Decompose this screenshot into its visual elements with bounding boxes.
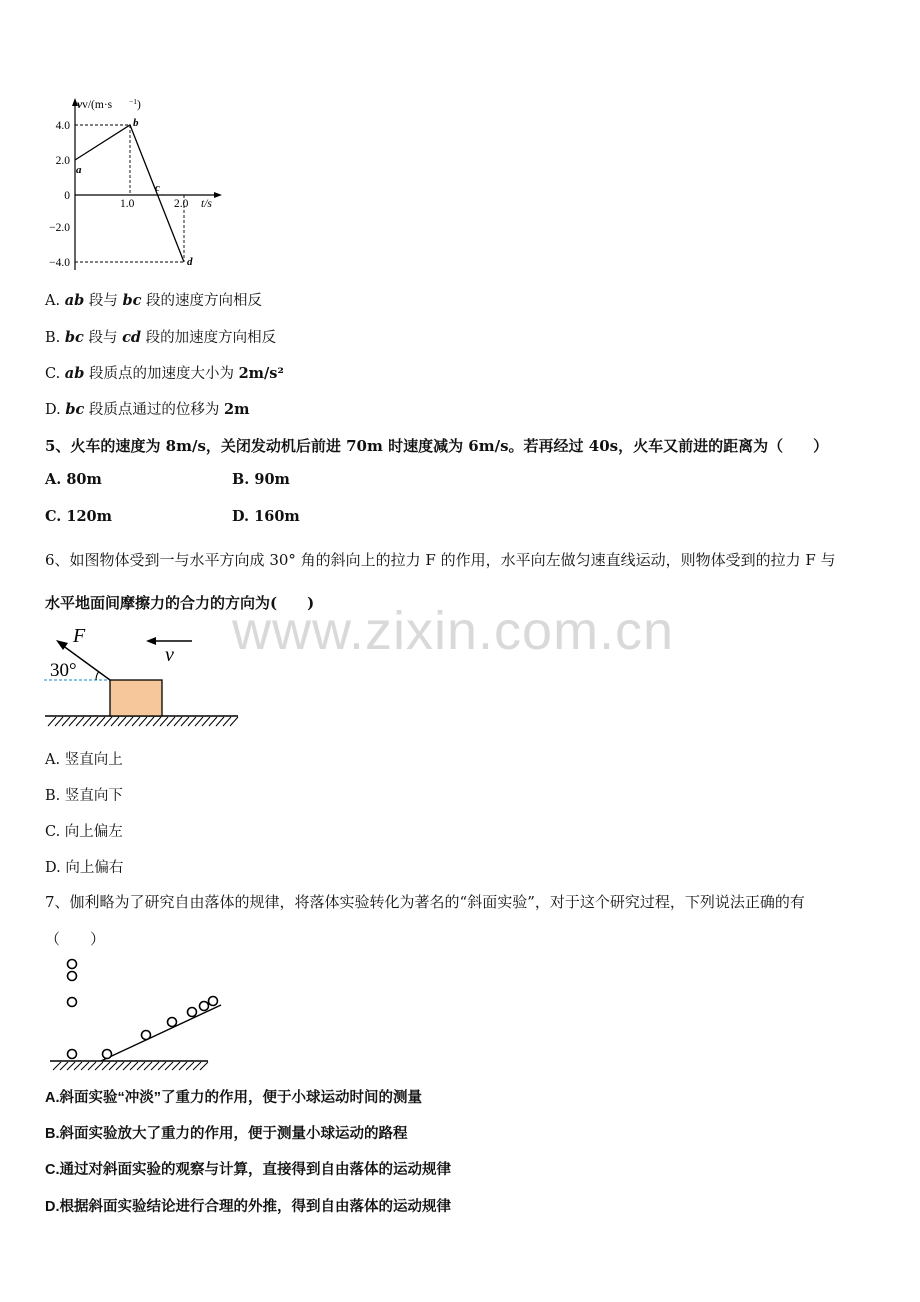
q4-option-c: C. ab 段质点的加速度大小为 2m/s² [45,365,284,382]
y-tick-2: 2.0 [55,155,70,167]
falling-balls [68,960,77,1059]
y-axis-label: vv/(m·s [77,99,113,111]
q6-option-a: A. 竖直向上 [45,752,123,768]
block [110,680,162,716]
q4-option-b: B. bc 段与 cd 段的加速度方向相反 [45,329,277,346]
point-d: d [187,256,193,268]
q5-option-d: D. 160m [232,508,300,525]
y-tick-0: 0 [64,190,70,202]
angle-label: 30° [50,660,77,681]
q5-option-b: B. 90m [232,471,290,488]
q6-option-c: C. 向上偏左 [45,824,123,840]
q7-stem-line2: （ ） [45,930,106,948]
incline [101,1005,221,1061]
q6-option-d: D. 向上偏右 [45,860,124,876]
q5-option-c: C. 120m [45,508,112,525]
q7-stem-line1: 7、伽利略为了研究自由落体的规律，将落体实验转化为著名的“斜面实验”，对于这个研究过程，下列说法正确的有 [45,893,805,911]
q6-force-figure [40,620,245,732]
velocity-arrowhead [146,637,156,645]
q6-stem-line2: 水平地面间摩擦力的合力的方向为( ) [45,594,315,612]
y-tick-neg4: −4.0 [49,257,70,269]
y-axis-exp: −1 [129,97,137,106]
y-axis-close: ) [137,99,141,111]
q7-incline-figure [45,955,225,1075]
q7-option-a: A.斜面实验“冲淡”了重力的作用，便于小球运动时间的测量 [45,1090,422,1106]
x-tick-2: 2.0 [174,198,189,210]
q7-option-d: D.根据斜面实验结论进行合理的外推，得到自由落体的运动规律 [45,1199,451,1215]
ground-hatching [48,717,238,726]
q6-option-b: B. 竖直向下 [45,788,123,804]
watermark: www.zixin.com.cn [232,601,675,661]
q4-option-a: A. ab 段与 bc 段的速度方向相反 [45,292,263,309]
x-axis-arrow [214,192,222,198]
y-tick-neg2: −2.0 [49,222,70,234]
q7-option-b: B.斜面实验放大了重力的作用，便于测量小球运动的路程 [45,1126,408,1142]
x-tick-1: 1.0 [120,198,135,210]
incline-balls [103,997,218,1059]
point-b: b [133,117,139,129]
point-a: a [76,164,82,176]
force-label: F [73,625,86,647]
y-tick-4: 4.0 [55,120,70,132]
q7-option-c: C.通过对斜面实验的观察与计算，直接得到自由落体的运动规律 [45,1162,451,1178]
q5-stem: 5、火车的速度为 8m/s，关闭发动机后前进 70m 时速度减为 6m/s。若再经过 40s，火车又前进的距离为（ ） [45,437,829,455]
velocity-label: v [165,644,174,666]
q5-option-a: A. 80m [45,471,102,488]
point-c: c [155,182,160,194]
x-axis-label: t/s [201,198,212,210]
velocity-time-graph [40,95,230,280]
vt-line [75,125,184,262]
q4-option-d: D. bc 段质点通过的位移为 2m [45,401,250,418]
angle-arc [96,672,99,680]
ground-hatching [53,1062,208,1070]
q6-stem-line1: 6、如图物体受到一与水平方向成 30° 角的斜向上的拉力 F 的作用，水平向左做匀速直线运动，则物体受到的拉力 F 与 [45,551,836,569]
